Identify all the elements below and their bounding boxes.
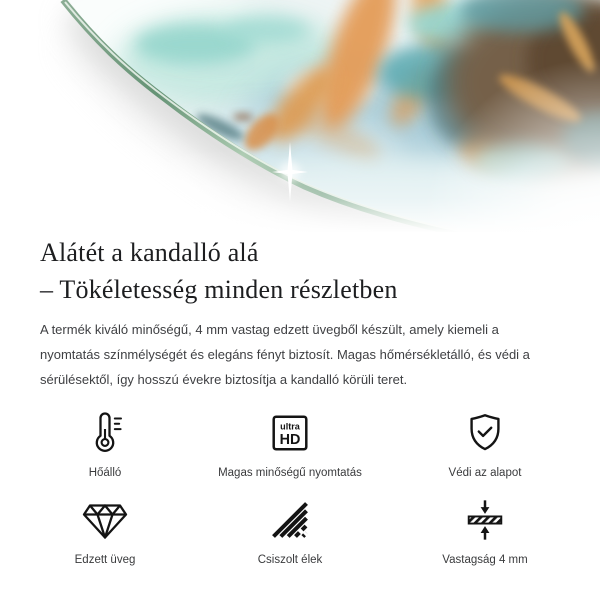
heading-line-2: – Tökéletesség minden részletben bbox=[40, 275, 398, 304]
feature-label: Edzett üveg bbox=[74, 554, 136, 566]
product-photo-glass-mat bbox=[0, 0, 600, 232]
diamond-icon bbox=[81, 496, 129, 544]
feature-high-quality-print bbox=[170, 409, 410, 480]
feature-label: Csiszolt élek bbox=[257, 554, 323, 566]
feature-label: Vastagság 4 mm bbox=[442, 554, 528, 566]
feature-thickness bbox=[410, 496, 560, 567]
description-text: A termék kiváló minőségű, 4 mm vastag edzett üvegből készült, amely kiemeli a nyomtatás színmélységét és elegáns fényt biztosít. Magas hőmérsékletálló, és védi a sérülésektől, így hosszú évekre biztosítja a kandalló körüli teret. bbox=[40, 322, 530, 387]
product-description-section bbox=[0, 234, 600, 567]
feature-heat-resistant bbox=[40, 409, 170, 480]
feature-protects-base bbox=[410, 409, 560, 480]
heading-line-1: Alátét a kandalló alá bbox=[40, 238, 259, 267]
shield-check-icon bbox=[462, 409, 508, 457]
page-title bbox=[40, 234, 560, 308]
feature-polished-edges bbox=[170, 496, 410, 567]
corner-fade bbox=[418, 56, 600, 232]
thickness-icon bbox=[462, 496, 508, 544]
feature-label: Hőálló bbox=[88, 467, 122, 479]
feature-label: Magas minőségű nyomtatás bbox=[218, 467, 362, 479]
features-grid bbox=[40, 409, 560, 567]
thermometer-icon bbox=[81, 409, 129, 457]
feature-label: Védi az alapot bbox=[448, 467, 522, 479]
svg-text:ultra: ultra bbox=[280, 421, 300, 432]
ultra-hd-icon bbox=[267, 409, 313, 457]
svg-text:HD: HD bbox=[279, 432, 301, 449]
polished-edges-icon bbox=[268, 496, 312, 544]
feature-tempered-glass bbox=[40, 496, 170, 567]
